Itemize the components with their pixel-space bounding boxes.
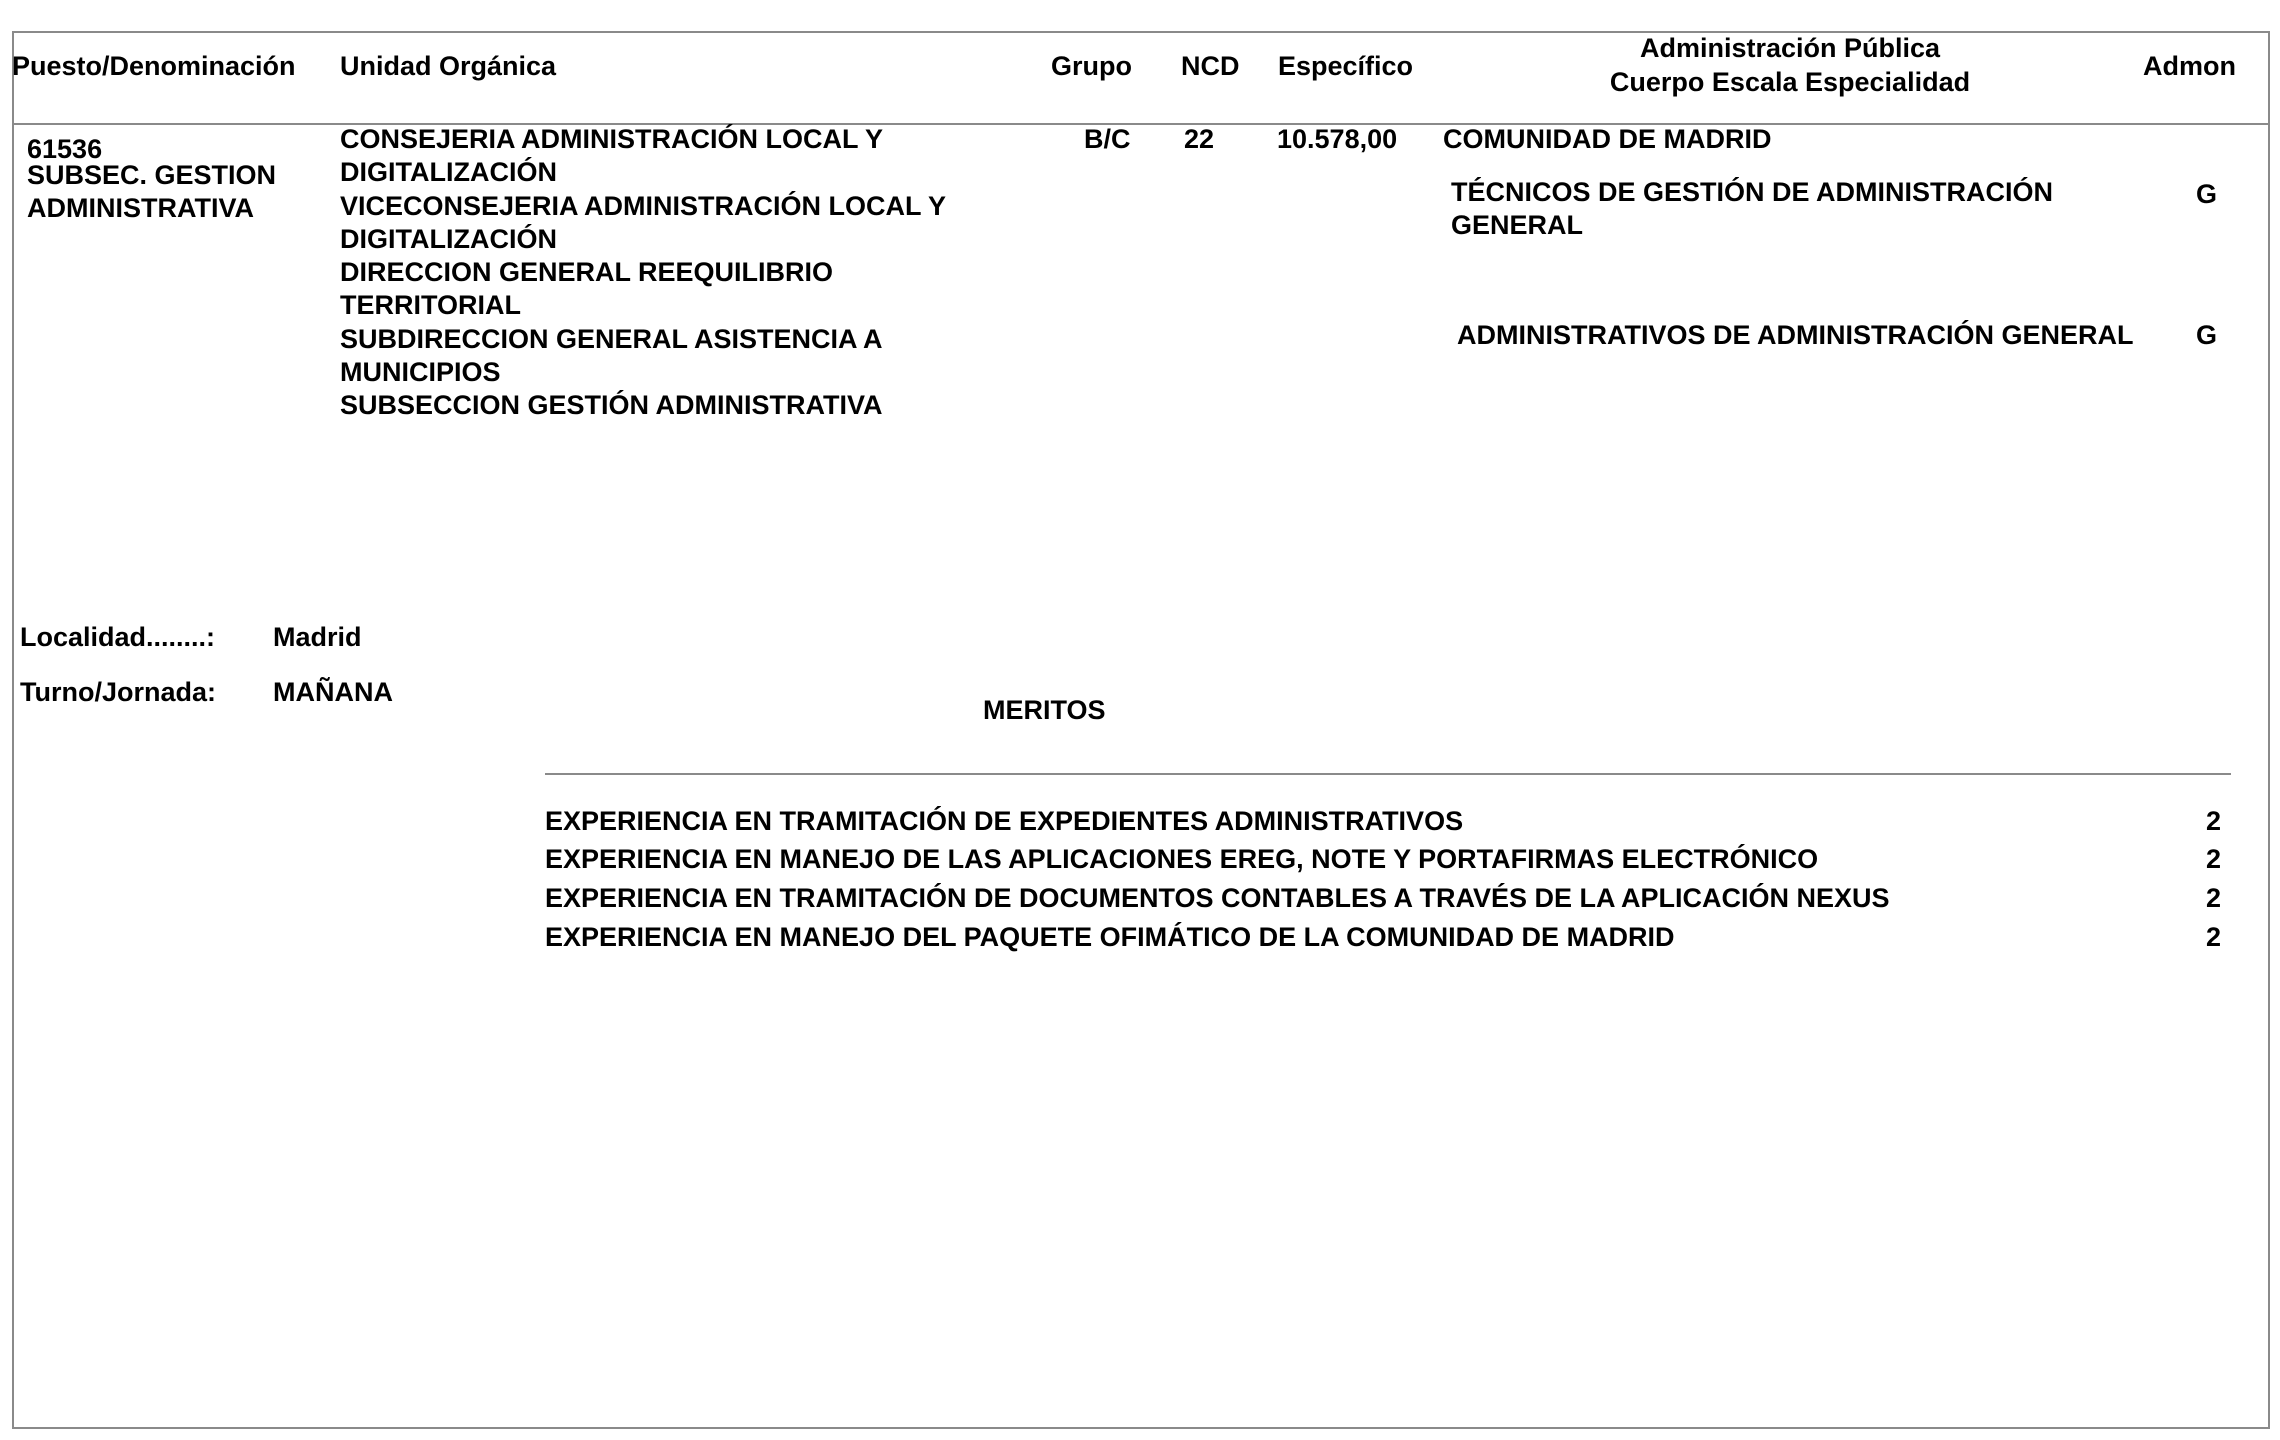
unidad-line: DIGITALIZACIÓN: [340, 223, 557, 254]
cuerpo-admon: G: [2196, 179, 2218, 209]
turno-label: Turno/Jornada:: [20, 677, 217, 707]
cuerpo-admon: G: [2196, 320, 2218, 350]
unidad-organica-list: [340, 123, 946, 423]
cuerpo-line: GENERAL: [1451, 210, 1584, 241]
header-admon: Admon: [2143, 51, 2236, 81]
header-cuerpo-escala: Cuerpo Escala Especialidad: [1609, 67, 1971, 97]
merit-text: EXPERIENCIA EN TRAMITACIÓN DE EXPEDIENTES ADMINISTRATIVOS: [545, 806, 1464, 836]
localidad-label: Localidad........:: [20, 622, 216, 652]
unidad-line: SUBSECCION GESTIÓN ADMINISTRATIVA: [340, 390, 883, 421]
merit-points: 2: [2205, 844, 2221, 874]
unidad-line: SUBDIRECCION GENERAL ASISTENCIA A: [340, 323, 883, 354]
header-admin-publica: Administración Pública: [1639, 33, 1941, 63]
unidad-line: DIGITALIZACIÓN: [340, 157, 557, 188]
header-unidad: Unidad Orgánica: [340, 51, 557, 81]
unidad-line: CONSEJERIA ADMINISTRACIÓN LOCAL Y: [340, 124, 884, 154]
unidad-line: VICECONSEJERIA ADMINISTRACIÓN LOCAL Y: [340, 190, 947, 221]
merit-points: 2: [2205, 922, 2221, 952]
meritos-divider: [545, 773, 2231, 775]
merit-item: [545, 918, 2221, 956]
merit-item: [545, 840, 2221, 878]
header-grupo: Grupo: [1051, 51, 1132, 81]
grupo-value: B/C: [1084, 124, 1131, 154]
merit-text: EXPERIENCIA EN MANEJO DEL PAQUETE OFIMÁTICO DE LA COMUNIDAD DE MADRID: [545, 922, 1675, 952]
cuerpo-entry: [1451, 176, 2053, 243]
denominacion-line: SUBSEC. GESTION: [27, 160, 277, 190]
position-code: 61536: [27, 134, 103, 164]
merit-points: 2: [2205, 806, 2221, 836]
especifico-value: 10.578,00: [1277, 124, 1398, 154]
cuerpo-line: TÉCNICOS DE GESTIÓN DE ADMINISTRACIÓN: [1451, 177, 2054, 207]
merit-text: EXPERIENCIA EN MANEJO DE LAS APLICACIONES EREG, NOTE Y PORTAFIRMAS ELECTRÓNICO: [545, 844, 1819, 874]
position-denominacion: [27, 159, 276, 226]
ncd-value: 22: [1184, 124, 1215, 154]
header-ncd: NCD: [1181, 51, 1240, 81]
header-puesto: Puesto/Denominación: [12, 51, 296, 81]
unidad-line: TERRITORIAL: [340, 290, 521, 321]
unidad-line: MUNICIPIOS: [340, 357, 501, 388]
meritos-title: MERITOS: [983, 695, 1106, 725]
localidad-value: Madrid: [273, 622, 362, 652]
administracion-value: COMUNIDAD DE MADRID: [1443, 124, 1772, 154]
merit-points: 2: [2205, 883, 2221, 913]
header-especifico: Específico: [1278, 51, 1414, 81]
merit-item: [545, 879, 2221, 917]
denominacion-line: ADMINISTRATIVA: [27, 193, 254, 224]
unidad-line: DIRECCION GENERAL REEQUILIBRIO: [340, 257, 834, 288]
merit-text: EXPERIENCIA EN TRAMITACIÓN DE DOCUMENTOS CONTABLES A TRAVÉS DE LA APLICACIÓN NEXUS: [545, 883, 1890, 913]
turno-value: MAÑANA: [273, 677, 393, 707]
merit-item: [545, 802, 2221, 840]
cuerpo-entry: ADMINISTRATIVOS DE ADMINISTRACIÓN GENERAL: [1457, 320, 2134, 350]
